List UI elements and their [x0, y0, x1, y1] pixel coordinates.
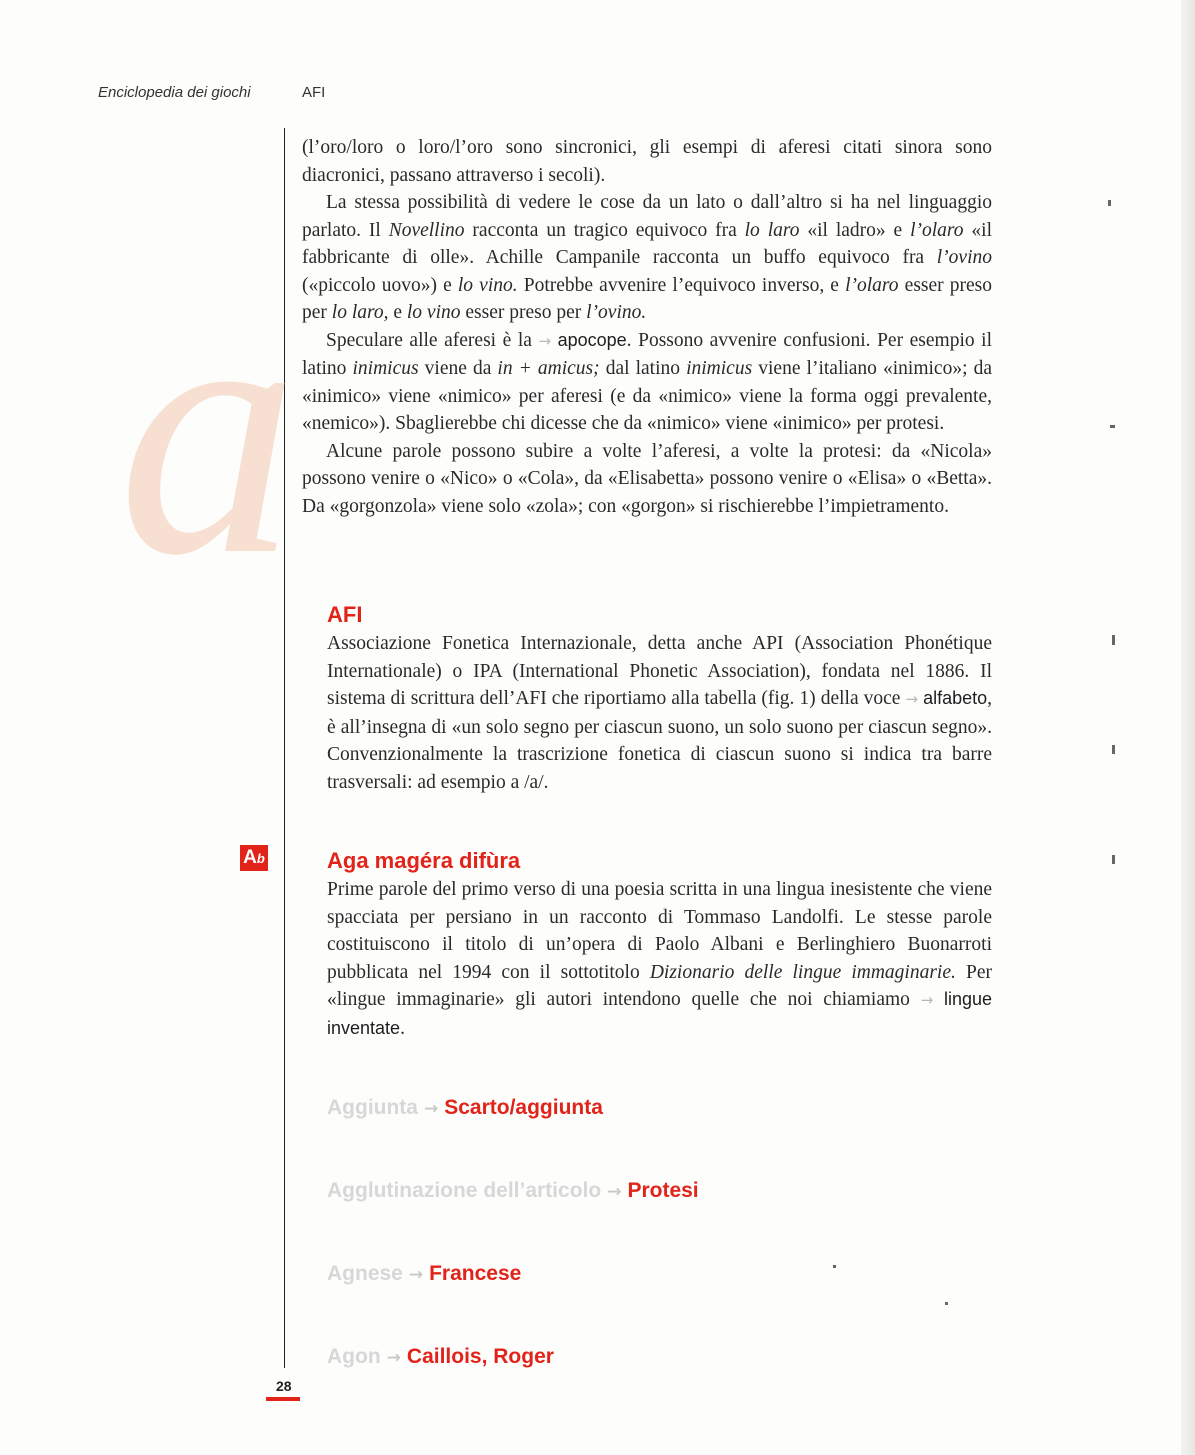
cross-reference-arrow-icon: → — [920, 991, 934, 1009]
scan-speck — [1112, 745, 1115, 754]
paragraph: Associazione Fonetica Internazionale, detta anche API (Association Phonétique Internationale) o IPA (International Phonetic Association), fondata nel 1886. Il sistema di scrittura dell’AFI che riportiamo alla tabella (fig. 1) della voce → alfabeto, è all’insegna di «un solo segno per ciascun suono, un solo suono per ciascun segno». Convenzionalmente la trascrizione fonetica di ciascun suono si indica tra barre trasversali: ad esempio a /a/. — [327, 633, 993, 793]
paragraph: Alcune parole possono subire a volte l’aferesi, a volte la protesi: da «Nicola» possono venire o «Nico» o «Cola», da «Elisabetta» possono venire o «Elisa» o «Betta». Da «gorgonzola» viene solo «zola»; con «gorgon» si rischierebbe l’impietramento. — [302, 440, 992, 517]
entry-body-afi — [327, 630, 992, 796]
cross-ref-target-link[interactable]: Francese — [429, 1262, 522, 1285]
cross-reference-arrow-icon: → — [905, 690, 919, 708]
cross-ref-target-link[interactable]: Protesi — [627, 1179, 699, 1202]
cross-reference-arrow-icon: → — [408, 1265, 424, 1285]
ab-badge-icon: Ab — [240, 845, 268, 871]
page-number-underline — [266, 1397, 300, 1401]
cross-ref-term: Aggiunta — [327, 1096, 418, 1119]
cross-reference-arrow-icon: → — [423, 1099, 439, 1119]
cross-reference-link[interactable]: lingue inventate — [327, 989, 993, 1038]
cross-ref-entry — [327, 1345, 554, 1369]
cross-ref-term: Agglutinazione dell’articolo — [327, 1179, 602, 1202]
page-number: 28 — [276, 1378, 292, 1394]
running-header-entry: AFI — [302, 84, 326, 101]
cross-ref-target-link[interactable]: Scarto/aggiunta — [444, 1096, 603, 1119]
cross-reference-arrow-icon: → — [386, 1348, 401, 1368]
cross-ref-term: Agnese — [327, 1262, 403, 1285]
cross-ref-entry — [327, 1179, 699, 1203]
paragraph: Prime parole del primo verso di una poesia scritta in una lingua inesistente che viene spacciata per persiano in un racconto di Tommaso Landolfi. Le stesse parole costituiscono il titolo di un’opera di Paolo Albani e Berlinghiero Buonarroti pubblicata nel 1994 con il sottotitolo Dizionario delle lingue immaginarie. Per «lingue immaginarie» gli autori intendono quelle che noi chiamiamo → lingue inventate. — [327, 879, 993, 1039]
watermark-letter: a — [118, 290, 298, 620]
aferesi-continued — [302, 134, 992, 520]
scan-speck — [1108, 200, 1111, 206]
scan-speck — [945, 1302, 948, 1305]
cross-ref-entry — [327, 1096, 603, 1120]
section-letter-watermark — [118, 290, 298, 620]
cross-ref-entry — [327, 1262, 521, 1286]
paragraph: Speculare alle aferesi è la → apocope. Possono avvenire confusioni. Per esempio il latino inimicus viene da in + amicus; dal latino inimicus viene l’italiano «inimico»; da «inimico» viene «nimico» per aferesi (e da «nimico» viene la forma oggi prevalente, «nemico»). Sbaglierebbe chi dicesse che da «nimico» viene «inimico» per protesi. — [302, 329, 992, 434]
entry-heading-afi: AFI — [327, 602, 363, 627]
scan-speck — [1110, 425, 1115, 428]
cross-reference-link[interactable]: alfabeto — [923, 688, 988, 708]
cross-ref-target-link[interactable]: Caillois, Roger — [406, 1345, 554, 1368]
scan-speck — [833, 1265, 836, 1268]
page-edge — [1181, 0, 1195, 1455]
cross-reference-arrow-icon: → — [607, 1182, 622, 1202]
scan-speck — [1112, 855, 1115, 864]
cross-reference-arrow-icon: → — [538, 331, 552, 350]
running-header-series: Enciclopedia dei giochi — [98, 84, 251, 101]
entry-body-aga — [327, 876, 992, 1042]
scan-speck — [1112, 635, 1115, 645]
paragraph: La stessa possibilità di vedere le cose da un lato o dall’altro si ha nel linguaggio parlato. Il Novellino racconta un tragico equivoco fra lo laro «il ladro» e l’olaro «il fabbricante di olle». Achille Campanile racconta un buffo equivoco fra l’ovino («piccolo uovo») e lo vino. Potrebbe avvenire l’equivoco inverso, e l’olaro esser preso per lo laro, e lo vino esser preso per l’ovino. — [302, 192, 993, 323]
cross-ref-term: Agon — [327, 1345, 381, 1368]
entry-heading-aga: Aga magéra difùra — [327, 848, 521, 873]
cross-reference-link[interactable]: apocope — [557, 329, 627, 350]
paragraph: (l’oro/loro o loro/l’oro sono sincronici, gli esempi di aferesi citati sinora sono diacronici, passano attraverso i secoli). — [302, 137, 992, 186]
